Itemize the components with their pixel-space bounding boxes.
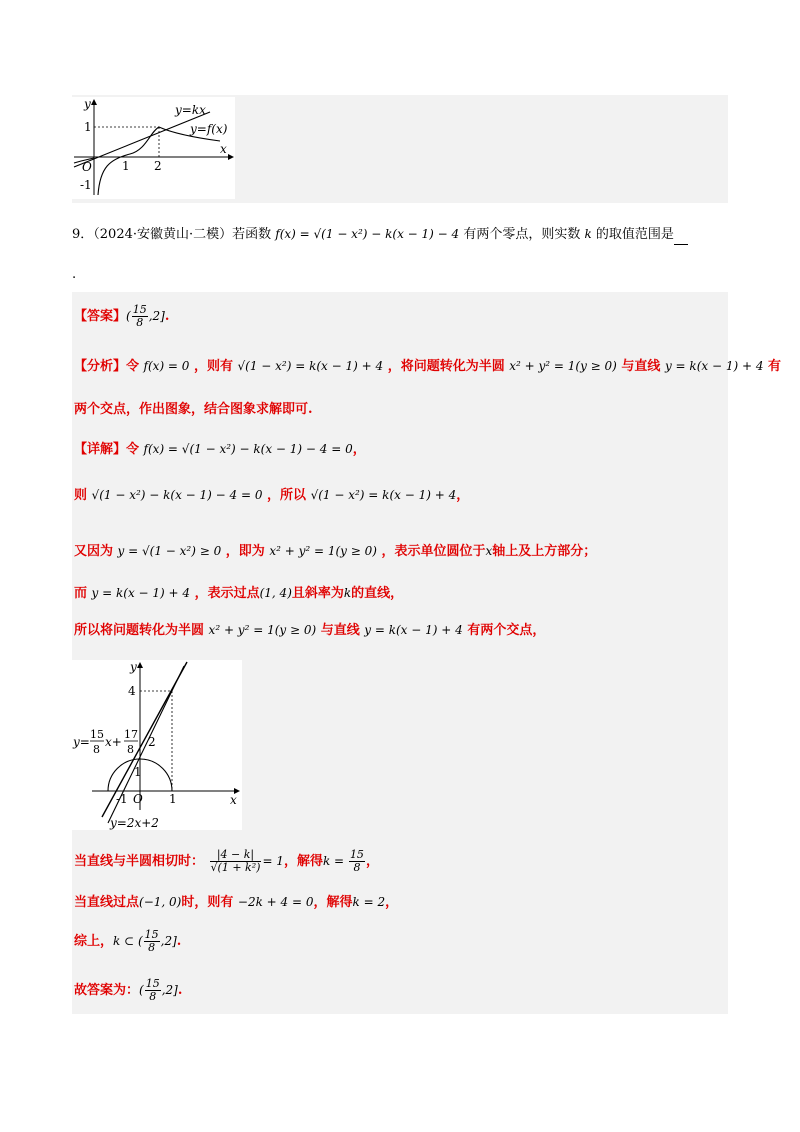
tick-y-neg1: -1 bbox=[80, 178, 92, 192]
detail-l3-b: ，即为 bbox=[225, 544, 265, 559]
tick-y-2: 2 bbox=[148, 735, 156, 749]
final-answer-end: . bbox=[177, 983, 183, 998]
analysis-eq1: f(x) = 0 bbox=[143, 359, 190, 373]
analysis-t1: ，则有 bbox=[193, 359, 233, 374]
analysis-eq3: x² + y² = 1(y ≥ 0) bbox=[509, 359, 617, 373]
detail-label: 【详解】令 bbox=[74, 442, 140, 457]
conclusion-l3-a: 综上， bbox=[74, 934, 114, 949]
origin-label: O bbox=[133, 792, 143, 806]
problem-function: f(x) = √(1 − x²) − k(x − 1) − 4 bbox=[275, 227, 460, 241]
detail-eq1: f(x) = √(1 − x²) − k(x − 1) − 4 = 0 bbox=[143, 442, 353, 456]
line1-label-x: x+ bbox=[105, 735, 122, 749]
conclusion-l2-pt: (−1, 0) bbox=[139, 895, 182, 909]
tangent-condition: $\frac{|4 - k|}{\text{√(1 + k²)}}$ = 1 bbox=[210, 848, 284, 874]
analysis-t4: 有 bbox=[768, 359, 782, 374]
axis-x-label: x bbox=[230, 793, 237, 807]
tick-x-1: 1 bbox=[169, 792, 177, 806]
conclusion-line-3 bbox=[74, 926, 181, 957]
detail-l2-eq1: √(1 − x²) − k(x − 1) − 4 = 0 bbox=[91, 488, 263, 502]
detail-line-5 bbox=[74, 620, 545, 641]
detail-l5-c: 有两个交点， bbox=[467, 623, 546, 638]
detail-l3-c: ，表示单位圆位于 bbox=[381, 544, 486, 559]
conclusion-l1-b: ，解得 bbox=[283, 854, 323, 869]
tick-y-1: 1 bbox=[84, 120, 92, 134]
detail-l2-a: 则 bbox=[74, 488, 88, 503]
detail-l2-c: ， bbox=[456, 488, 470, 503]
analysis-line-1 bbox=[74, 356, 781, 377]
final-answer-label: 故答案为： bbox=[74, 983, 140, 998]
detail-t1: ， bbox=[352, 442, 366, 457]
conclusion-l2-a: 当直线过点 bbox=[74, 895, 140, 910]
detail-l5-eq1: x² + y² = 1(y ≥ 0) bbox=[208, 623, 317, 637]
final-answer-line bbox=[74, 975, 182, 1006]
conclusion-l1-c: ， bbox=[365, 854, 379, 869]
detail-l4-b: ，表示过点 bbox=[194, 586, 260, 601]
detail-l3-eq1: y = √(1 − x²) ≥ 0 bbox=[117, 544, 222, 558]
conclusion-l2-k: k = 2 bbox=[352, 895, 386, 909]
axis-x-label: x bbox=[220, 142, 227, 156]
detail-line-4 bbox=[74, 583, 403, 604]
answer-value: ( $\frac{15}{8}$ ,2] bbox=[126, 303, 165, 329]
analysis-eq2: √(1 − x²) = k(x − 1) + 4 bbox=[237, 359, 384, 373]
line1-num2: 17 bbox=[124, 728, 138, 741]
label-curve-fx: y=f(x) bbox=[190, 122, 228, 136]
detail-line-3 bbox=[74, 541, 596, 562]
answer-line bbox=[74, 302, 169, 331]
detail-l5-eq2: y = k(x − 1) + 4 bbox=[364, 623, 463, 637]
problem-source: （2024·安徽黄山·二模）若函数 bbox=[93, 227, 272, 242]
problem-tail: . bbox=[72, 267, 77, 282]
tick-y-1: 1 bbox=[134, 765, 142, 779]
conclusion-range: k ⊂ ( $\frac{15}{8}$ ,2] bbox=[113, 928, 177, 954]
conclusion-l2-d: ， bbox=[385, 895, 399, 910]
detail-l4-eq1: y = k(x − 1) + 4 bbox=[91, 586, 191, 600]
detail-l3-d: 轴上及上方部分； bbox=[492, 544, 597, 559]
conclusion-l3-end: . bbox=[176, 934, 182, 949]
detail-l3-eq2: x² + y² = 1(y ≥ 0) bbox=[269, 544, 377, 558]
tangent-k-value: k = $\frac{15}{8}$ bbox=[322, 848, 364, 874]
detail-l4-k: k bbox=[343, 586, 352, 600]
conclusion-line-1 bbox=[74, 846, 379, 877]
answer-end: . bbox=[164, 309, 170, 324]
detail-l2-b: ，所以 bbox=[267, 488, 307, 503]
detail-l4-a: 而 bbox=[74, 586, 88, 601]
analysis-eq4: y = k(x − 1) + 4 bbox=[664, 359, 764, 373]
detail-l4-pt: (1, 4) bbox=[259, 586, 292, 600]
detail-line-2 bbox=[74, 485, 469, 506]
tick-x-2: 2 bbox=[154, 159, 162, 173]
analysis-label: 【分析】令 bbox=[74, 359, 140, 374]
problem-k: k bbox=[584, 227, 592, 241]
detail-l3-a: 又因为 bbox=[74, 544, 114, 559]
detail-line-1 bbox=[74, 439, 366, 460]
detail-l3-x: x bbox=[485, 544, 493, 558]
axis-y-label: y bbox=[84, 97, 91, 111]
axis-y-label: y bbox=[130, 660, 137, 674]
tick-y-4: 4 bbox=[128, 684, 136, 698]
problem-text: 有两个零点，则实数 bbox=[463, 227, 581, 242]
analysis-line-2: 两个交点，作出图象，结合图象求解即可. bbox=[74, 402, 313, 417]
answer-label: 【答案】 bbox=[74, 309, 127, 324]
final-answer-value: ( $\frac{15}{8}$ ,2] bbox=[139, 977, 178, 1003]
line1-den2: 8 bbox=[127, 743, 134, 756]
conclusion-l2-b: 时，则有 bbox=[181, 895, 234, 910]
conclusion-l2-c: ，解得 bbox=[313, 895, 353, 910]
line1-label-y: y= bbox=[73, 735, 90, 749]
tick-x-neg1: -1 bbox=[116, 792, 128, 806]
tick-x-1: 1 bbox=[122, 159, 130, 173]
conclusion-l1-a: 当直线与半圆相切时： bbox=[74, 854, 205, 869]
detail-l2-eq2: √(1 − x²) = k(x − 1) + 4 bbox=[310, 488, 457, 502]
problem-number: 9． bbox=[72, 227, 94, 242]
conclusion-line-2 bbox=[74, 892, 398, 913]
graph-kx-fx bbox=[70, 97, 235, 199]
analysis-t2: ，将问题转化为半圆 bbox=[387, 359, 505, 374]
detail-l5-a: 所以将问题转化为半圆 bbox=[74, 623, 205, 638]
line1-den1: 8 bbox=[93, 743, 100, 756]
label-line-kx: y=kx bbox=[175, 103, 206, 117]
detail-l5-b: 与直线 bbox=[320, 623, 360, 638]
detail-l4-c: 且斜率为 bbox=[291, 586, 344, 601]
analysis-t3: 与直线 bbox=[621, 359, 661, 374]
detail-l4-d: 的直线， bbox=[351, 586, 404, 601]
line1-num1: 15 bbox=[90, 728, 104, 741]
problem-statement bbox=[72, 224, 688, 245]
conclusion-l2-eq: −2k + 4 = 0 bbox=[237, 895, 314, 909]
line2-label: y=2x+2 bbox=[110, 816, 159, 830]
problem-text-end: 的取值范围是 bbox=[595, 227, 674, 242]
graph-semicircle-lines bbox=[72, 660, 242, 830]
answer-blank bbox=[674, 230, 688, 245]
origin-label: O bbox=[82, 160, 92, 174]
